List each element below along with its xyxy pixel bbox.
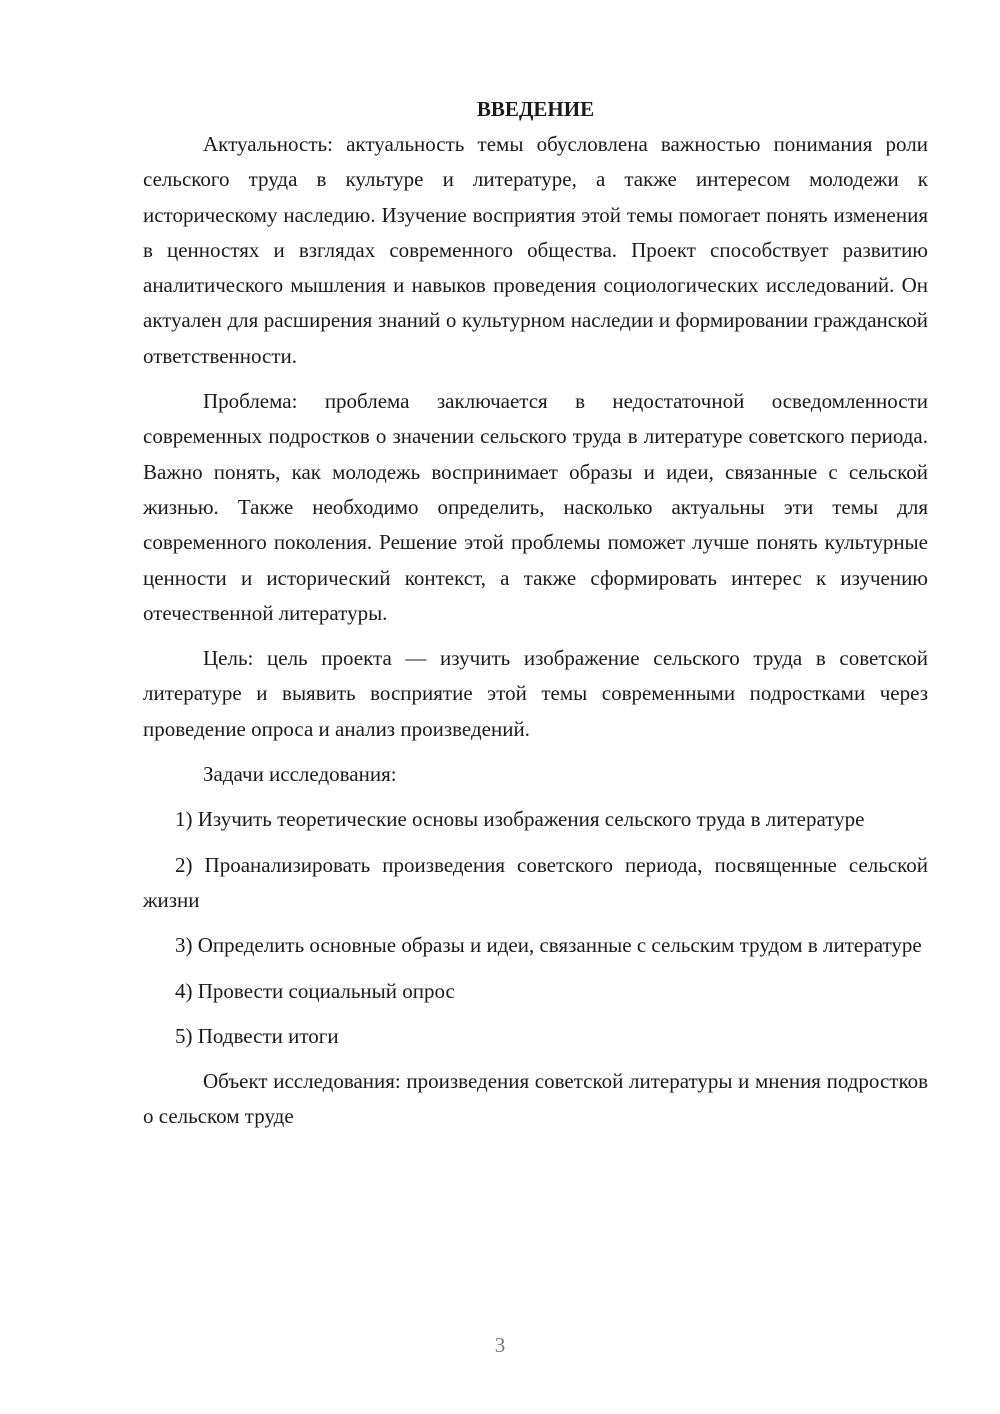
task-item: 5) Подвести итоги [175,1023,339,1048]
goal-paragraph: Цель: цель проекта — изучить изображение сельского труда в советской литературе и выявить восприятие этой темы современными подростками через проведение опроса и анализ произведений. [143,646,928,741]
relevance-paragraph: Актуальность: актуальность темы обусловлена важностью понимания роли сельского труда в культуре и литературе, а также интересом молодежи к историческому наследию. Изучение восприятия этой темы помогает понять изменения в ценностях и взглядах современного общества. Проект способствует развитию аналитического мышления и навыков проведения социологических исследований. Он актуален для расширения знаний о культурном наследии и формировании гражданской ответственности. [143,132,928,368]
document-page [143,92,928,1135]
page-number: 3 [494,1333,506,1357]
problem-paragraph: Проблема: проблема заключается в недостаточной осведомленности современных подростков о значении сельского труда в литературе советского периода. Важно понять, как молодежь воспринимает образы и идеи, связанные с сельской жизнью. Также необходимо определить, насколько актуальны эти темы для современного поколения. Решение этой проблемы поможет лучше понять культурные ценности и исторический контекст, а также сформировать интерес к изучению отечественной литературы. [143,389,928,625]
task-item: 4) Провести социальный опрос [175,978,455,1003]
task-item: 2) Проанализировать произведения советского периода, посвященные сельской жизни [143,852,928,912]
object-paragraph: Объект исследования: произведения советской литературы и мнения подростков о сельском труде [143,1069,928,1129]
task-item: 3) Определить основные образы и идеи, связанные с сельским трудом в литературе [175,933,922,958]
tasks-heading: Задачи исследования: [203,762,397,787]
task-item: 1) Изучить теоретические основы изображения сельского труда в литературе [175,807,865,832]
page-title: ВВЕДЕНИЕ [476,97,595,121]
